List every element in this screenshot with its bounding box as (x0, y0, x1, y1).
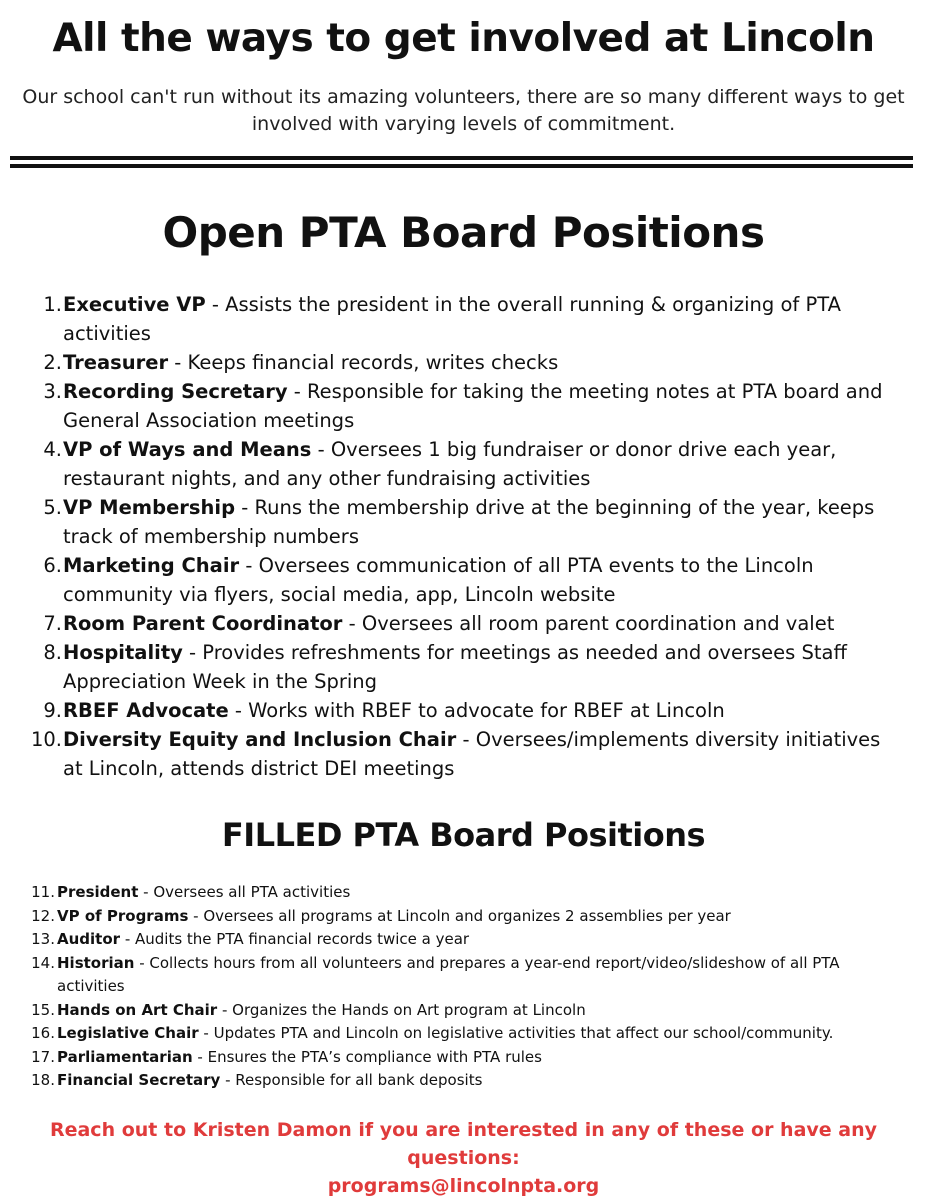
open-positions-heading: Open PTA Board Positions (162, 208, 765, 257)
position-description: - Oversees communication of all PTA events to the Lincoln community via flyers, social media, app, Lincoln website (63, 554, 814, 606)
item-number: 15. (31, 1000, 55, 1019)
position-title: Diversity Equity and Inclusion Chair (63, 728, 457, 751)
item-number: 10. (30, 728, 62, 751)
contact-email-link[interactable]: programs@lincolnpta.org (327, 1175, 600, 1197)
position-description: - Responsible for all bank deposits (220, 1071, 483, 1089)
position-description: - Oversees/implements diversity initiatives at Lincoln, attends district DEI meetings (63, 728, 881, 780)
intro-text: Our school can't run without its amazing volunteers, there are so many different ways to get involved with varying levels of commitment. (22, 86, 905, 135)
item-number: 9. (43, 699, 62, 722)
list-item (25, 952, 905, 999)
list-item (30, 377, 890, 435)
item-number: 17. (31, 1047, 55, 1066)
item-number: 14. (31, 953, 55, 972)
divider-top (10, 156, 913, 160)
divider-bottom (10, 164, 913, 168)
position-title: Recording Secretary (63, 380, 288, 403)
list-item (25, 1022, 905, 1046)
position-title: President (57, 883, 139, 901)
position-description: - Updates PTA and Lincoln on legislative activities that affect our school/community. (198, 1024, 834, 1042)
position-description: - Organizes the Hands on Art program at Lincoln (217, 1000, 586, 1019)
position-title: Room Parent Coordinator (63, 612, 343, 635)
position-description: - Oversees 1 big fundraiser or donor drive each year, restaurant nights, and any other fundraising activities (63, 438, 837, 490)
position-description: - Provides refreshments for meetings as needed and oversees Staff Appreciation Week in the Spring (63, 641, 847, 693)
item-number: 16. (31, 1024, 55, 1042)
item-number: 13. (31, 930, 55, 948)
list-item (30, 696, 890, 725)
position-description: - Assists the president in the overall running & organizing of PTA activities (63, 293, 841, 345)
list-item (30, 609, 890, 638)
position-title: Financial Secretary (57, 1071, 221, 1089)
list-item (30, 493, 890, 551)
filled-positions-list (25, 881, 905, 1093)
item-number: 3. (43, 380, 62, 403)
position-title: Legislative Chair (57, 1024, 199, 1042)
position-title: Hands on Art Chair (57, 1000, 218, 1019)
open-positions-list (30, 290, 890, 783)
item-number: 6. (43, 554, 62, 577)
list-item (25, 881, 905, 905)
list-item (25, 1046, 905, 1070)
position-title: Treasurer (63, 351, 169, 374)
list-item (30, 290, 890, 348)
list-item (30, 551, 890, 609)
position-description: - Audits the PTA financial records twice a year (120, 930, 470, 948)
list-item (25, 999, 905, 1023)
position-description: - Oversees all room parent coordination and valet (342, 612, 835, 635)
list-item (30, 435, 890, 493)
position-title: Auditor (57, 930, 121, 948)
item-number: 11. (31, 883, 55, 901)
contact-message: Reach out to Kristen Damon if you are interested in any of these or have any questions: (49, 1119, 878, 1169)
contact-block (0, 1116, 927, 1200)
list-item (30, 638, 890, 696)
item-number: 7. (43, 612, 62, 635)
position-description: - Oversees all PTA activities (138, 883, 351, 901)
position-description: - Works with RBEF to advocate for RBEF at Lincoln (228, 699, 725, 722)
position-title: Marketing Chair (63, 554, 240, 577)
filled-positions-heading: FILLED PTA Board Positions (221, 816, 706, 854)
item-number: 2. (43, 351, 62, 374)
page-title: All the ways to get involved at Lincoln (52, 16, 875, 61)
item-number: 4. (43, 438, 62, 461)
position-title: VP Membership (63, 496, 236, 519)
position-description: - Responsible for taking the meeting notes at PTA board and General Association meetings (63, 380, 883, 432)
position-description: - Collects hours from all volunteers and prepares a year-end report/video/slideshow of all PTA activities (57, 953, 840, 995)
list-item (30, 348, 890, 377)
position-title: Executive VP (63, 293, 206, 316)
position-title: VP of Programs (57, 906, 189, 925)
list-item (25, 1069, 905, 1093)
item-number: 1. (43, 293, 62, 316)
position-description: - Keeps financial records, writes checks (168, 351, 559, 374)
list-item (30, 725, 890, 783)
position-title: RBEF Advocate (63, 699, 229, 722)
item-number: 12. (31, 906, 55, 925)
position-title: Parliamentarian (57, 1047, 193, 1066)
position-description: - Runs the membership drive at the beginning of the year, keeps track of membership numbers (63, 496, 875, 548)
position-title: VP of Ways and Means (63, 438, 312, 461)
item-number: 18. (31, 1071, 55, 1089)
list-item (25, 928, 905, 952)
item-number: 5. (43, 496, 62, 519)
list-item (25, 905, 905, 929)
item-number: 8. (43, 641, 62, 664)
position-description: - Ensures the PTA’s compliance with PTA rules (192, 1047, 542, 1066)
position-title: Historian (57, 953, 135, 972)
position-description: - Oversees all programs at Lincoln and organizes 2 assemblies per year (188, 906, 731, 925)
position-title: Hospitality (63, 641, 183, 664)
